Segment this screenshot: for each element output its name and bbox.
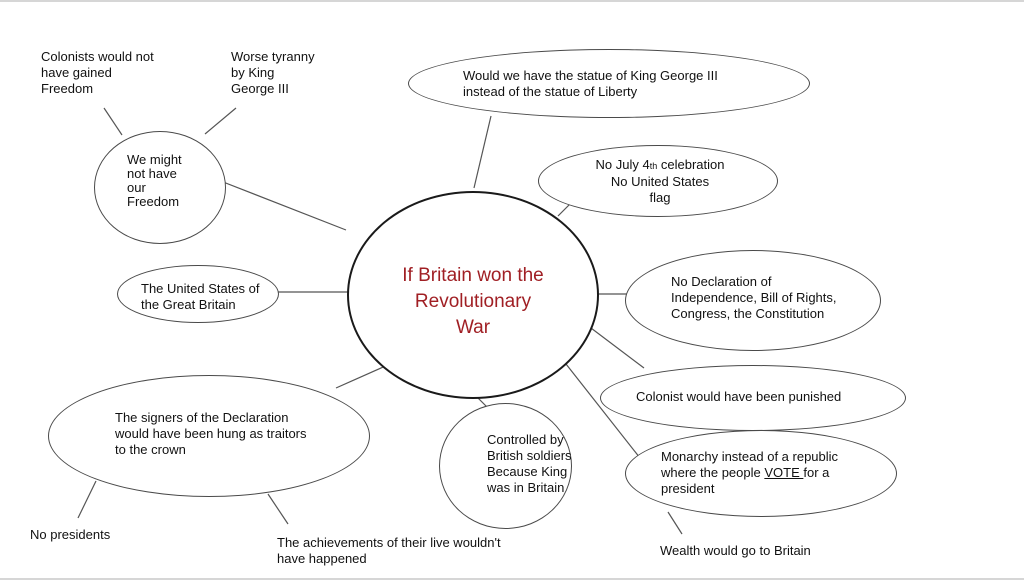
july4-text <box>570 157 750 206</box>
colonists-freedom-text: Colonists would not have gained Freedom <box>41 49 154 96</box>
link-signers-achievements <box>268 494 288 524</box>
link-monarchy-wealth <box>668 512 682 534</box>
central-topic: If Britain won the Revolutionary War <box>402 265 544 338</box>
link-hub-freedom <box>218 180 346 230</box>
monarchy-text-b: for a president <box>661 465 830 496</box>
july4-rest: No United States flag <box>610 174 710 205</box>
vote-underlined: VOTE <box>764 465 804 480</box>
wealth-text: Wealth would go to Britain <box>660 543 811 558</box>
july4-superscript: th <box>649 161 658 171</box>
no-presidents-text: No presidents <box>30 527 111 542</box>
statue-text: Would we have the statue of King George III instead of the statue of Liberty <box>463 68 718 99</box>
soldiers-text: Controlled by British soldiers Because King was in Britain <box>487 432 572 495</box>
signers-text: The signers of the Declaration would have been hung as traitors to the crown <box>115 410 307 457</box>
july4-line1b: celebration <box>657 157 725 172</box>
link-freedom-colonists <box>104 108 122 135</box>
freedom-text: We might not have our Freedom <box>127 152 182 209</box>
link-freedom-tyranny <box>205 108 236 134</box>
monarchy-text-a: Monarchy instead of a republic where the people <box>661 449 839 480</box>
link-signers-nopresidents <box>78 481 96 518</box>
worse-tyranny-text: Worse tyranny by King George III <box>231 49 315 96</box>
punished-text: Colonist would have been punished <box>636 389 842 404</box>
declaration-text: No Declaration of Independence, Bill of Rights, Congress, the Constitution <box>671 274 837 321</box>
monarchy-text <box>661 449 838 497</box>
link-hub-statue <box>474 116 491 188</box>
united-states-text: The United States of the Great Britain <box>141 281 260 312</box>
achievements-text: The achievements of their live wouldn't have happened <box>277 535 501 566</box>
link-hub-punished <box>587 325 644 368</box>
july4-line1a: No July 4 <box>595 157 650 172</box>
